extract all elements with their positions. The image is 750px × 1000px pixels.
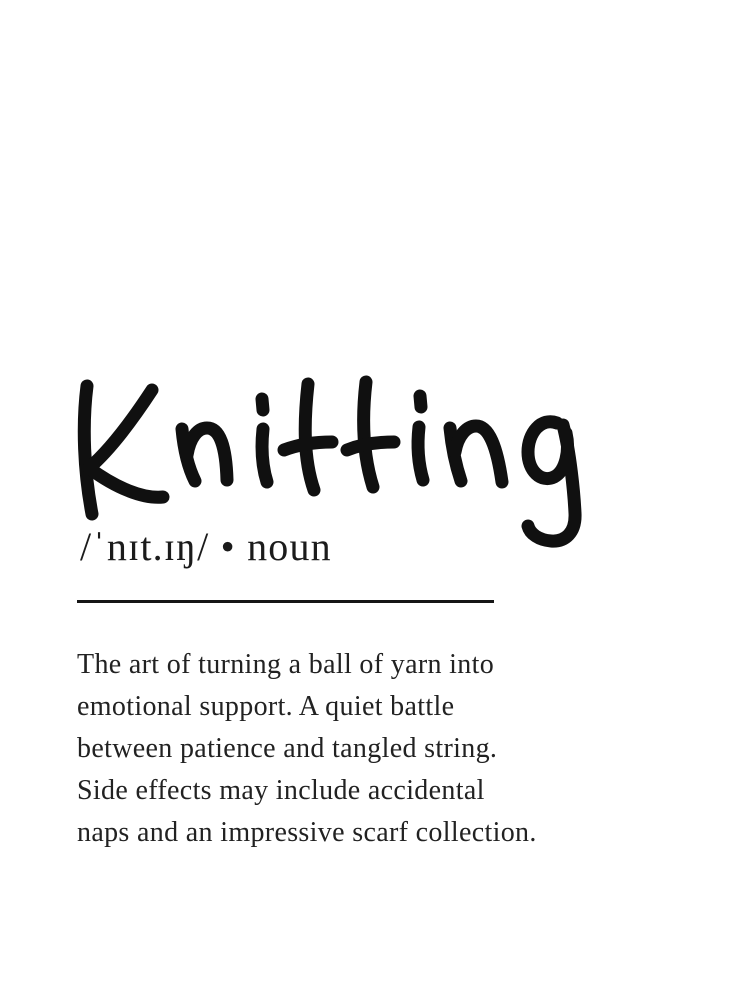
definition-line: Side effects may include accidental xyxy=(77,775,485,806)
pronunciation-text: /ˈnɪt.ɪŋ/ • noun xyxy=(80,524,332,569)
definition-line: between patience and tangled string. xyxy=(77,733,498,764)
divider-line xyxy=(77,600,494,603)
definition-line: naps and an impressive scarf collection. xyxy=(77,817,537,848)
definition-line: emotional support. A quiet battle xyxy=(77,691,455,722)
definition-text xyxy=(77,644,727,854)
definition-line: The art of turning a ball of yarn into xyxy=(77,649,495,680)
